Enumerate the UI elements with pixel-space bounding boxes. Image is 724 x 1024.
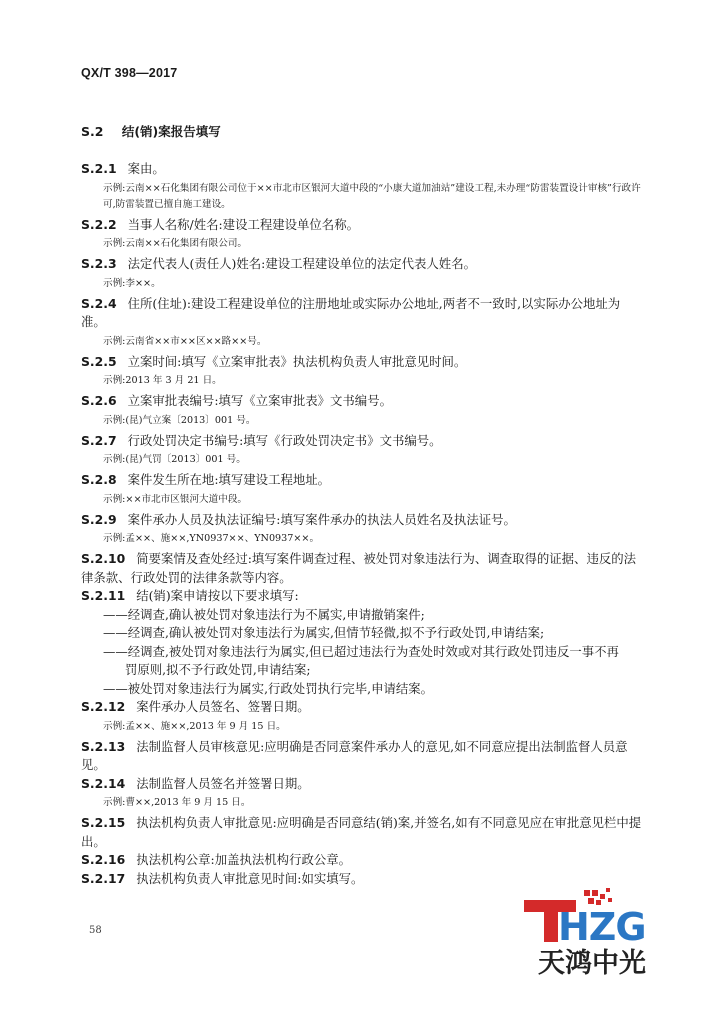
clause-example: 示例:云南省××市××区××路××号。 xyxy=(103,335,267,347)
dash-item: 罚原则,拟不予行政处罚,申请结案; xyxy=(125,662,311,677)
clause xyxy=(81,698,643,717)
clause-number: S.2.14 xyxy=(81,775,126,791)
clause-text: 法制监督人员签名并签署日期。 xyxy=(136,775,310,791)
clause-example: 示例:2013 年 3 月 21 日。 xyxy=(103,375,222,386)
clause-text: 案由。 xyxy=(127,161,165,176)
section-number: S.2 xyxy=(81,124,104,139)
clause xyxy=(81,587,643,606)
clause-text: 案件发生所在地:填写建设工程地址。 xyxy=(127,472,331,487)
dash-item: ——经调查,确认被处罚对象违法行为属实,但情节轻微,拟不予行政处罚,申请结案; xyxy=(103,625,545,640)
section-title: 结(销)案报告填写 xyxy=(121,124,221,139)
clause-text: 执法机构公章:加盖执法机构行政公章。 xyxy=(136,852,352,867)
clause-text: 结(销)案申请按以下要求填写: xyxy=(136,588,299,603)
page-number: 58 xyxy=(89,925,102,936)
clause xyxy=(81,550,643,587)
clause-example: 示例:云南××石化集团有限公司位于××市北市区银河大道中段的“小康大道加油站”建设工程,未办理“防雷装置设计审核”行政许可,防雷装置已擅自施工建设。 xyxy=(103,182,641,210)
clause xyxy=(81,471,643,490)
clause xyxy=(81,255,643,274)
clause-text: 案件承办人员签名、签署日期。 xyxy=(136,699,310,714)
clause xyxy=(81,738,643,775)
clause-text: 当事人名称/姓名:建设工程建设单位名称。 xyxy=(127,216,359,232)
clause xyxy=(81,353,643,372)
clause-example: 示例:孟××、施××,2013 年 9 月 15 日。 xyxy=(103,720,286,732)
standard-code: QX/T 398—2017 xyxy=(81,66,178,80)
clause-example: 示例:孟××、施××,YN0937××、YN0937××。 xyxy=(103,533,320,544)
clause-number: S.2.6 xyxy=(81,393,117,408)
clause-number: S.2.16 xyxy=(81,852,126,867)
clause xyxy=(81,160,643,179)
clause-number: S.2.3 xyxy=(81,256,117,271)
clause-text: 案件承办人员及执法证编号:填写案件承办的执法人员姓名及执法证号。 xyxy=(127,511,516,527)
clause-number: S.2.5 xyxy=(81,353,117,369)
clause-example: 示例:(昆)气立案〔2013〕001 号。 xyxy=(103,414,256,426)
clause-number: S.2.9 xyxy=(81,511,117,527)
clause-example: 示例:曹××,2013 年 9 月 15 日。 xyxy=(103,797,251,808)
logo-latin-text: HZG xyxy=(558,905,646,949)
clause-text: 执法机构负责人审批意见:应明确是否同意结(销)案,并签名,如有不同意见应在审批意见栏中提出。 xyxy=(81,815,642,849)
clause-example: 示例:李××。 xyxy=(103,277,161,289)
clause-text: 简要案情及查处经过:填写案件调查过程、被处罚对象违法行为、调查取得的证据、违反的法律条款、行政处罚的法律条款等内容。 xyxy=(81,551,637,585)
clause-number: S.2.17 xyxy=(81,870,126,886)
clause-number: S.2.2 xyxy=(81,216,117,232)
dash-item: ——经调查,确认被处罚对象违法行为不属实,申请撤销案件; xyxy=(103,606,425,622)
clause-number: S.2.8 xyxy=(81,472,117,487)
pixel-pattern-icon xyxy=(584,888,612,905)
clause-number: S.2.15 xyxy=(81,815,126,830)
clause xyxy=(81,814,643,851)
clause-text: 执法机构负责人审批意见时间:如实填写。 xyxy=(136,870,364,886)
clause xyxy=(81,432,643,451)
clause xyxy=(81,392,643,411)
dash-item: ——被处罚对象违法行为属实,行政处罚执行完毕,申请结案。 xyxy=(103,680,434,696)
clause-number: S.2.4 xyxy=(81,295,117,311)
clause xyxy=(81,511,643,530)
clause xyxy=(81,216,643,235)
clause-text: 住所(住址):建设工程建设单位的注册地址或实际办公地址,两者不一致时,以实际办公地址为准。 xyxy=(81,295,621,329)
clause-text: 法定代表人(责任人)姓名:建设工程建设单位的法定代表人姓名。 xyxy=(127,256,476,271)
clause-example: 示例:(昆)气罚〔2013〕001 号。 xyxy=(103,454,246,465)
clause-number: S.2.13 xyxy=(81,738,126,754)
clause-text: 立案时间:填写《立案审批表》执法机构负责人审批意见时间。 xyxy=(127,353,467,369)
clause-number: S.2.1 xyxy=(81,161,117,176)
clause-text: 行政处罚决定书编号:填写《行政处罚决定书》文书编号。 xyxy=(127,432,442,448)
logo-chinese-text: 天鸿中光 xyxy=(538,948,646,978)
clause-text: 法制监督人员审核意见:应明确是否同意案件承办人的意见,如不同意应提出法制监督人员意见。 xyxy=(81,738,628,772)
clause xyxy=(81,851,643,870)
clause-example: 示例:××市北市区银河大道中段。 xyxy=(103,493,248,505)
clause-number: S.2.11 xyxy=(81,588,126,603)
clause-number: S.2.7 xyxy=(81,432,117,448)
clause-example: 示例:云南××石化集团有限公司。 xyxy=(103,238,248,249)
watermark-logo xyxy=(524,886,664,978)
clause-number: S.2.10 xyxy=(81,551,126,566)
clause-number: S.2.12 xyxy=(81,699,126,714)
clause xyxy=(81,295,643,332)
clause-text: 立案审批表编号:填写《立案审批表》文书编号。 xyxy=(127,393,392,408)
dash-item: ——经调查,被处罚对象违法行为属实,但已超过违法行为查处时效或对其行政处罚违反一事不再 xyxy=(103,643,619,659)
section-heading xyxy=(81,122,221,140)
clause xyxy=(81,775,643,794)
clause-list xyxy=(81,160,643,888)
